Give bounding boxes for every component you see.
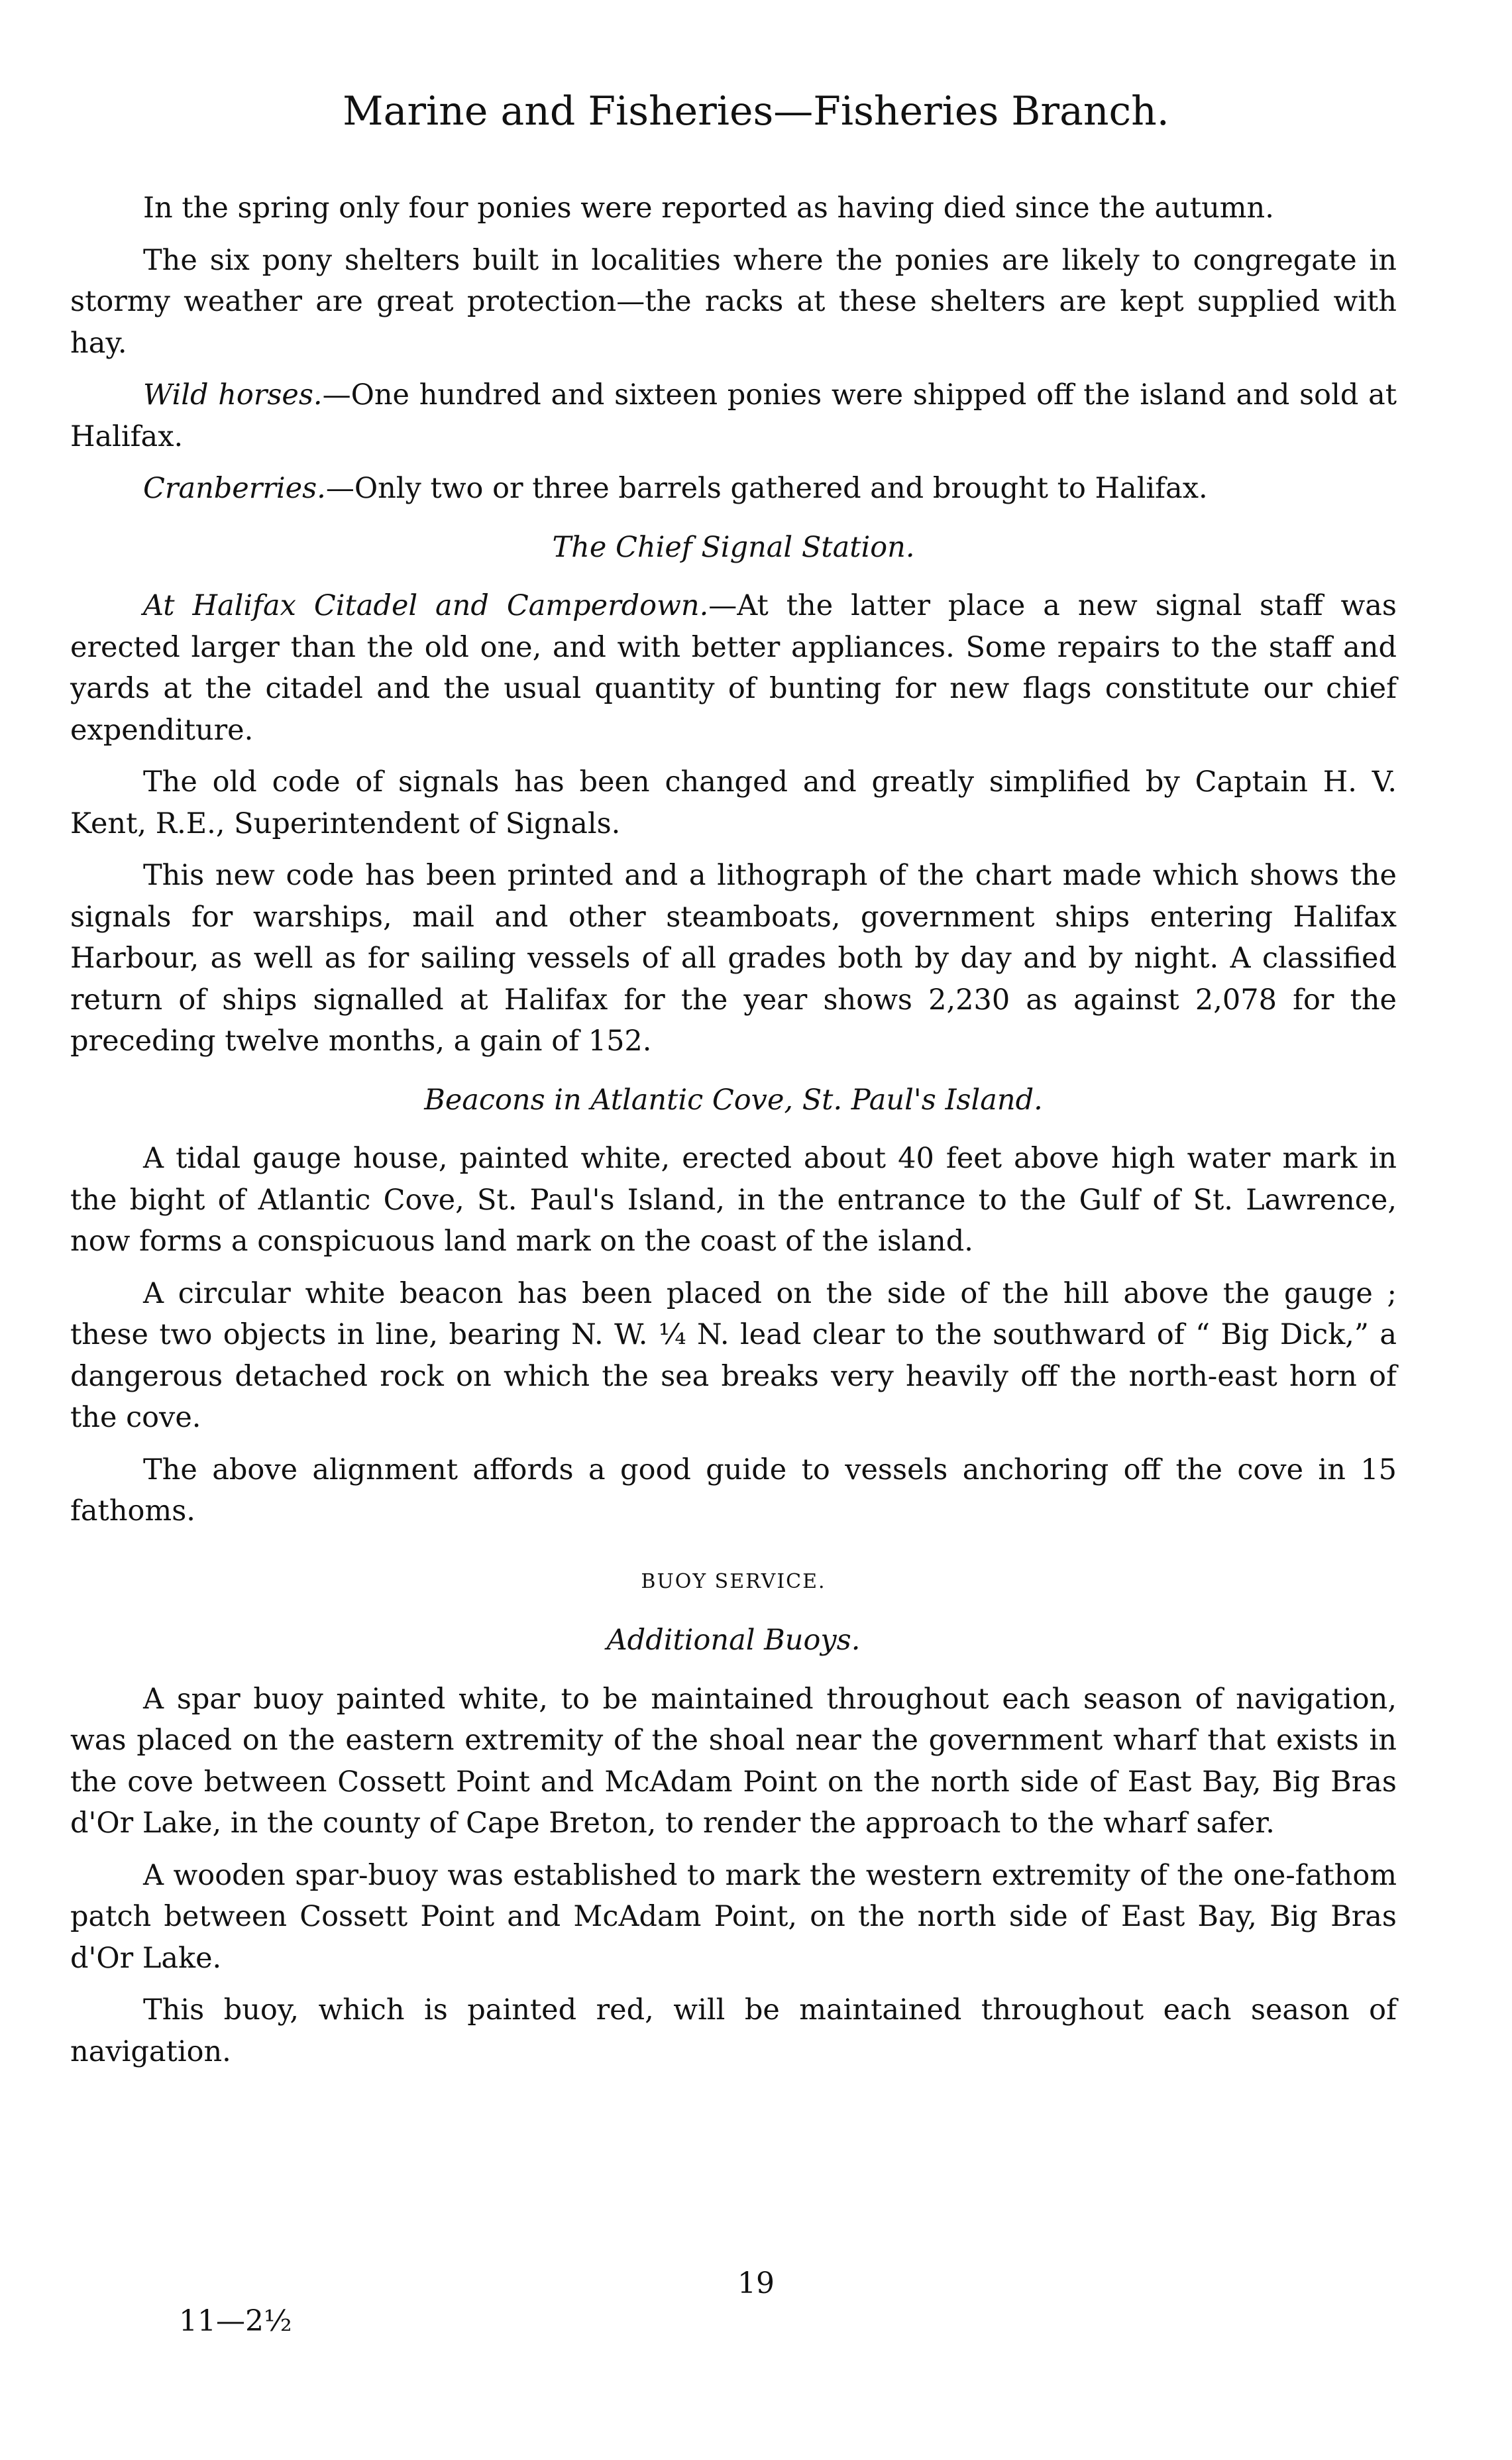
paragraph-ponies-died — [70, 188, 1397, 229]
paragraph-lead: Cranberries. — [143, 472, 326, 505]
paragraph-wild-horses — [70, 374, 1397, 457]
paragraph-halifax-citadel — [70, 585, 1397, 751]
section-heading-chief-signal-station: The Chief Signal Station. — [552, 530, 915, 564]
section-heading-buoy-service: BUOY SERVICE. — [641, 1569, 826, 1593]
paragraph-text: A spar buoy painted white, to be maintained throughout each season of navigation, was placed on the eastern extremity of the shoal near the government wharf that exists in the cove between Cossett Point and McAdam Point on the north side of East Bay, Big Bras d'Or Lake, in the county of Cape Breton, to render the approach to the wharf safer. — [70, 1682, 1397, 1840]
paragraph-lead: Wild horses. — [143, 378, 323, 412]
paragraph-tidal-gauge — [70, 1138, 1397, 1262]
paragraph-red-buoy — [70, 1989, 1397, 2072]
paragraph-lead: At Halifax Citadel and Camperdown. — [143, 589, 709, 622]
section-heading-beacons: Beacons in Atlantic Cove, St. Paul's Island. — [424, 1083, 1043, 1117]
paragraph-text: The old code of signals has been changed and greatly simplified by Captain H. V. Kent, R.E., Superintendent of Signals. — [70, 765, 1397, 840]
paragraph-text: The six pony shelters built in localities where the ponies are likely to congregate in stormy weather are great protection—the racks at these shelters are kept supplied with hay. — [70, 243, 1397, 360]
page-body — [70, 188, 1397, 2083]
paragraph-text: In the spring only four ponies were reported as having died since the autumn. — [143, 192, 1274, 225]
paragraph-new-code — [70, 855, 1397, 1062]
paragraph-text: This buoy, which is painted red, will be maintained throughout each season of navigation. — [70, 1993, 1397, 2068]
paragraph-alignment — [70, 1449, 1397, 1532]
paragraph-text: A circular white beacon has been placed on the side of the hill above the gauge ; these two objects in line, bearing N. W. ¼ N. lead clear to the southward of “ Big Dick,” a dangerous detached rock on which the sea breaks very heavily off the north-east horn of the cove. — [70, 1276, 1397, 1434]
paragraph-pony-shelters — [70, 240, 1397, 364]
paragraph-circular-beacon — [70, 1273, 1397, 1439]
paragraph-old-code — [70, 761, 1397, 844]
paragraph-text: —At the latter place a new signal staff was erected larger than the old one, and with better appliances. Some repairs to the staff and yards at the citadel and the usual quantity of bunting for new flags constitute our chief expenditure. — [70, 589, 1397, 747]
paragraph-cranberries — [70, 468, 1397, 510]
paragraph-text: A wooden spar-buoy was established to mark the western extremity of the one-fathom patch between Cossett Point and McAdam Point, on the north side of East Bay, Big Bras d'Or Lake. — [70, 1858, 1397, 1975]
paragraph-wooden-spar-buoy — [70, 1855, 1397, 1980]
paragraph-text: The above alignment affords a good guide to vessels anchoring off the cove in 15 fathoms. — [70, 1453, 1397, 1528]
section-subheading-additional-buoys: Additional Buoys. — [606, 1624, 861, 1657]
paragraph-text: A tidal gauge house, painted white, erected about 40 feet above high water mark in the bight of Atlantic Cove, St. Paul's Island, in the entrance to the Gulf of St. Lawrence, now forms a conspicuous land mark on the coast of the island. — [70, 1142, 1397, 1258]
signature-mark: 11—2½ — [179, 2304, 292, 2338]
paragraph-spar-buoy-white — [70, 1679, 1397, 1844]
page-title: Marine and Fisheries—Fisheries Branch. — [343, 88, 1169, 135]
paragraph-text: This new code has been printed and a lithograph of the chart made which shows the signals for warships, mail and other steamboats, government ships entering Halifax Harbour, as well as for sailing vessels of all grades both by day and by night. A classified return of ships signalled at Halifax for the year shows 2,230 as against 2,078 for the preceding twelve months, a gain of 152. — [70, 859, 1397, 1058]
paragraph-text: —Only two or three barrels gathered and brought to Halifax. — [325, 472, 1208, 505]
page-number: 19 — [737, 2266, 775, 2300]
paragraph-text: —One hundred and sixteen ponies were shipped off the island and sold at Halifax. — [70, 378, 1397, 453]
